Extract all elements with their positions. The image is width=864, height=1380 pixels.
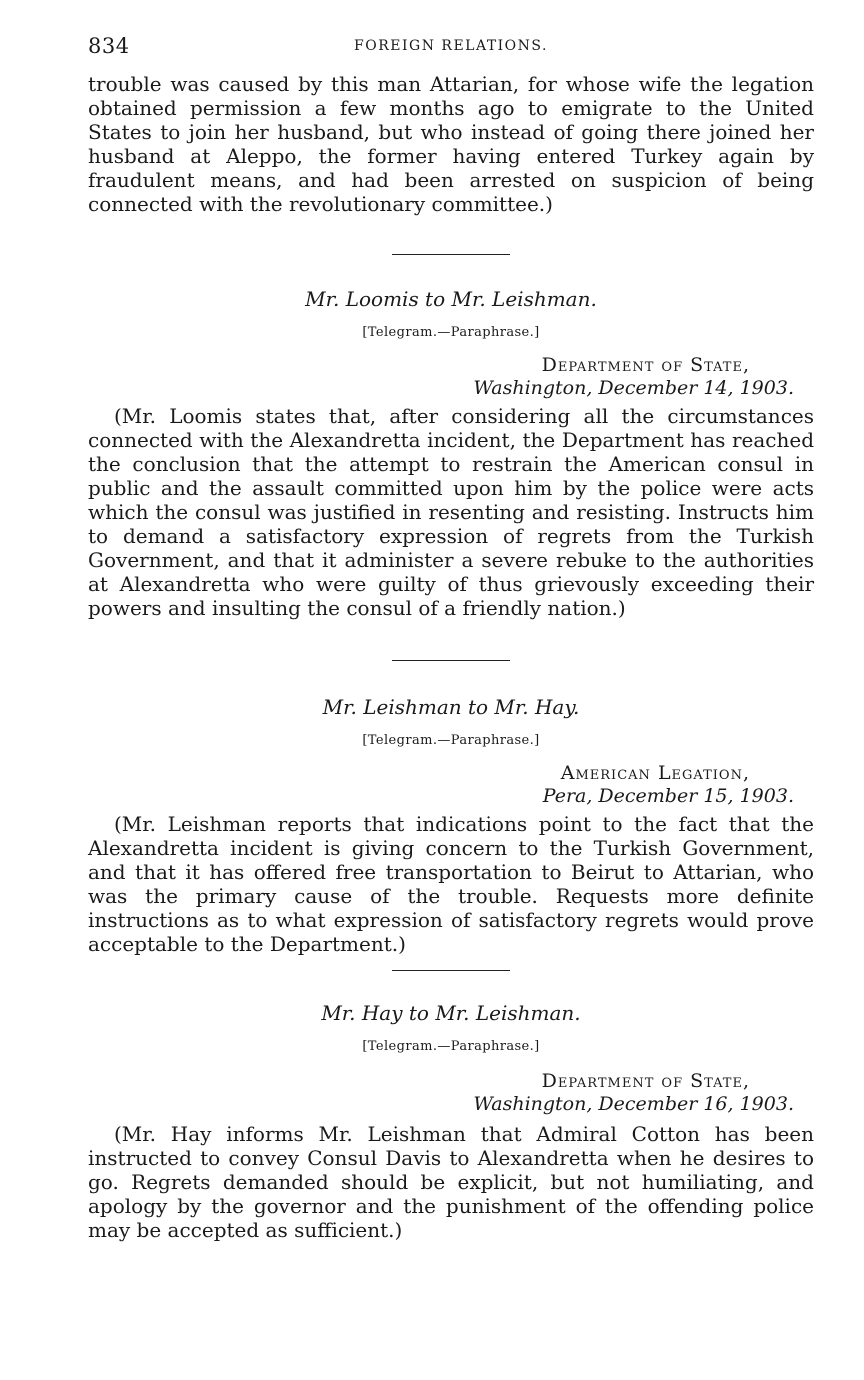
section-divider — [392, 970, 510, 971]
origin-name: American Legation, — [560, 762, 750, 784]
running-head — [88, 30, 814, 60]
section-heading: Mr. Hay to Mr. Leishman. — [321, 1001, 581, 1025]
origin-name: Department of State, — [541, 1070, 750, 1092]
origin-block — [88, 354, 814, 400]
section-heading: Mr. Loomis to Mr. Leishman. — [305, 287, 597, 311]
section-hay-to-leishman — [88, 970, 814, 1242]
dateline: Pera, December 15, 1903. — [542, 785, 794, 807]
document-page — [88, 30, 814, 1242]
origin-block — [88, 1070, 814, 1116]
origin-block — [88, 762, 814, 808]
section-body: (Mr. Leishman reports that indications point to the fact that the Alexandretta incident is giving concern to the Turkish Government, and that it has offered free transportation to Beirut to Attarian, who was the primary cause of the trouble. Requests more definite instructions as to what expression of satisfactory regrets would prove acceptable to the Department.) — [88, 812, 814, 956]
telegram-note: [Telegram.—Paraphrase.] — [362, 733, 540, 748]
section-body: (Mr. Hay informs Mr. Leishman that Admiral Cotton has been instructed to convey Consul Davis to Alexandretta when he desires to go. Regrets demanded should be explicit, but not humiliating, and apology by the governor and the punishment of the offending police may be accepted as sufficient.) — [88, 1122, 814, 1242]
origin-name: Department of State, — [541, 354, 750, 376]
section-heading: Mr. Leishman to Mr. Hay. — [322, 695, 580, 719]
dateline: Washington, December 14, 1903. — [473, 377, 794, 399]
telegram-note: [Telegram.—Paraphrase.] — [362, 1039, 540, 1054]
telegram-note: [Telegram.—Paraphrase.] — [362, 325, 540, 340]
section-loomis-to-leishman — [88, 254, 814, 620]
page-number: 834 — [88, 34, 130, 58]
intro-paragraph: trouble was caused by this man Attarian, for whose wife the legation obtained permission a few months ago to emigrate to the United States to join her husband, but who instead of going there joined her husband at Aleppo, the former having entered Turkey again by fraudulent means, and had been arrested on suspicion of being connected with the revolutionary committee.) — [88, 72, 814, 216]
section-divider — [392, 660, 510, 661]
section-divider — [392, 254, 510, 255]
running-title: FOREIGN RELATIONS. — [354, 38, 548, 54]
section-body: (Mr. Loomis states that, after considering all the circumstances connected with the Alexandretta incident, the Department has reached the conclusion that the attempt to restrain the American consul in public and the assault committed upon him by the police were acts which the consul was justified in resenting and resisting. Instructs him to demand a satisfactory expression of regrets from the Turkish Government, and that it administer a severe rebuke to the authorities at Alexandretta who were guilty of thus grievously exceeding their powers and insulting the consul of a friendly nation.) — [88, 404, 814, 620]
dateline: Washington, December 16, 1903. — [473, 1093, 794, 1115]
section-leishman-to-hay — [88, 660, 814, 956]
